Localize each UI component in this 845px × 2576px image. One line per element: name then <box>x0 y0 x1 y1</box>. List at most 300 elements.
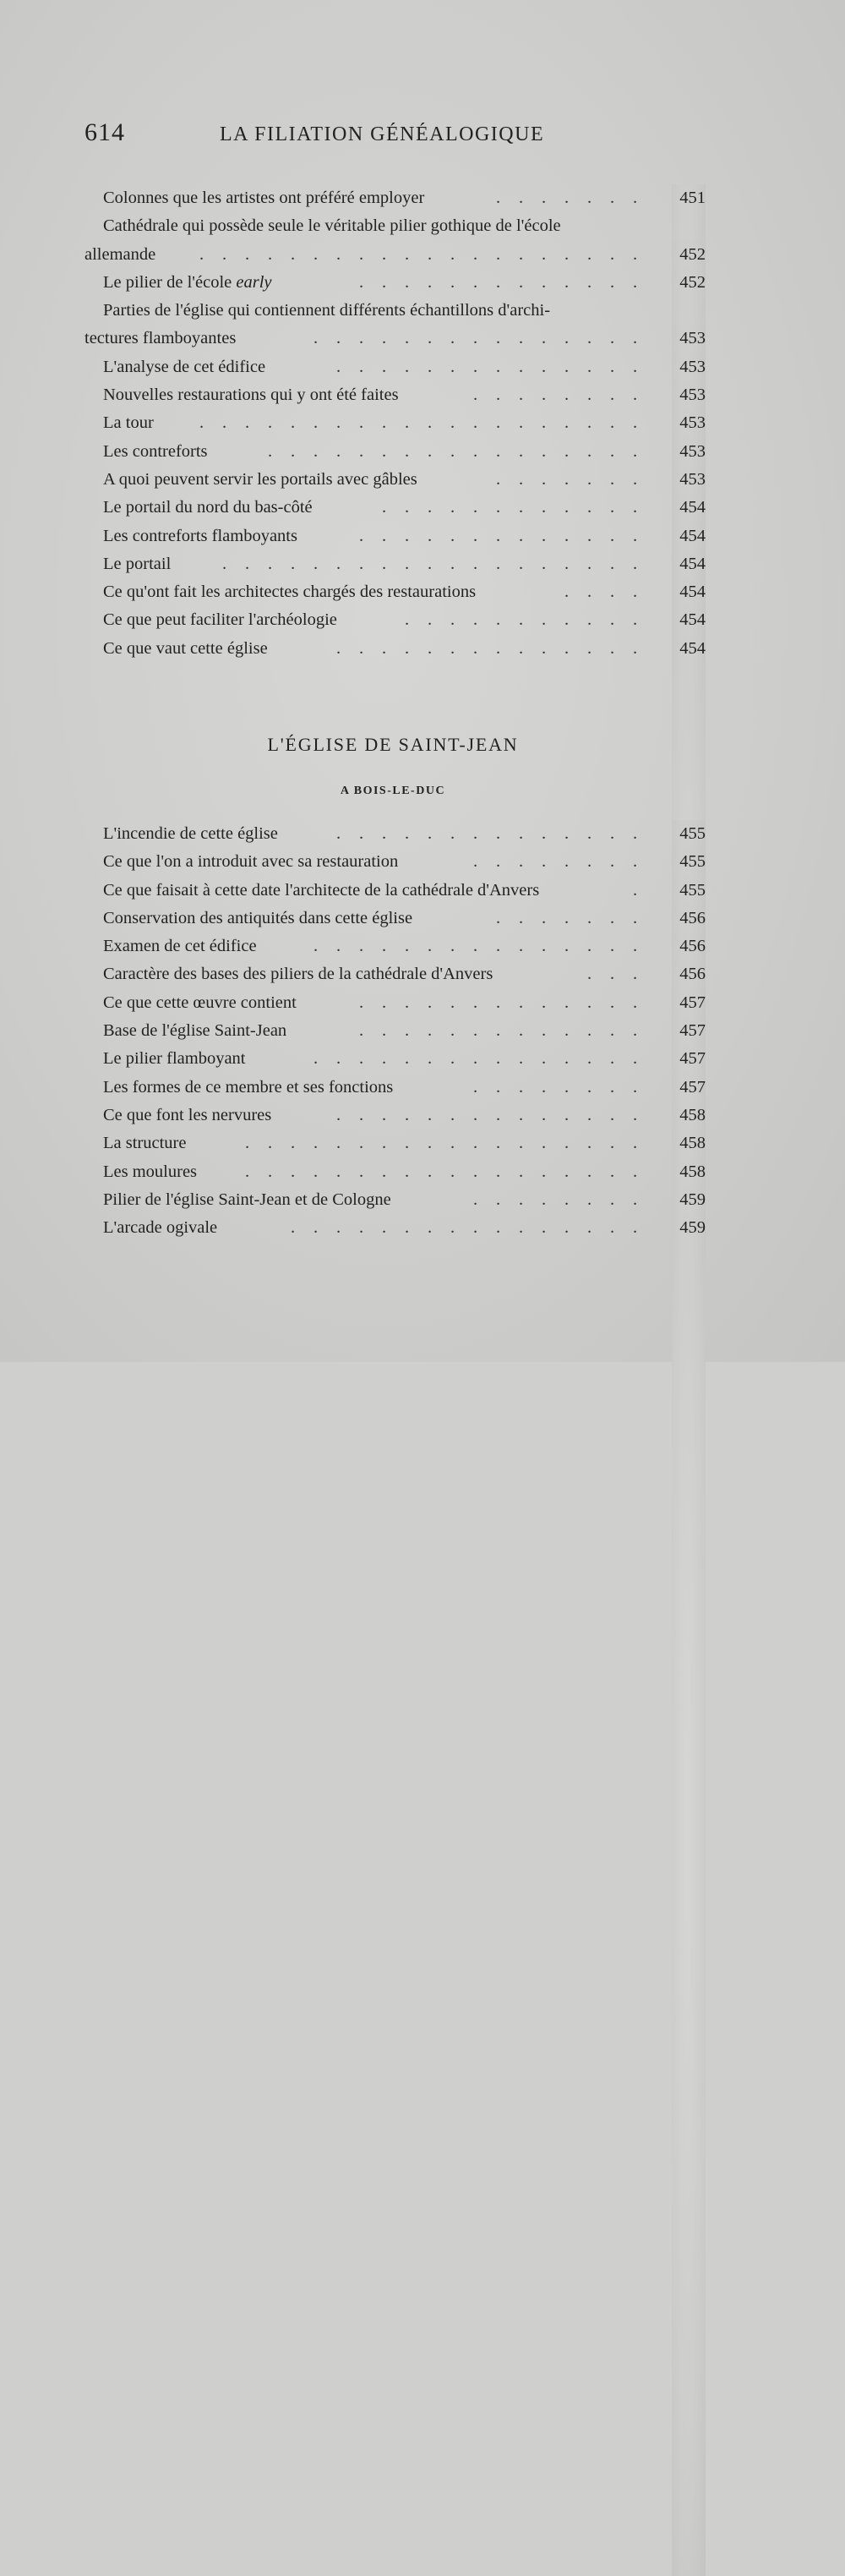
leader-dot: . <box>450 329 455 348</box>
leader-dot: . <box>609 1162 615 1181</box>
leader-dot: . <box>472 244 478 264</box>
toc-page-number: 459 <box>672 1214 706 2576</box>
leader-dot: . <box>586 386 592 405</box>
leader-dot: . <box>632 1021 638 1041</box>
toc-page-number: 457 <box>672 989 706 2351</box>
toc-entry <box>84 297 706 353</box>
leader-dot: . <box>381 357 387 376</box>
toc-entry-text <box>103 635 268 663</box>
leader-dot: . <box>632 189 638 207</box>
leader-dot: . <box>427 1105 433 1124</box>
leader-dot: . <box>450 413 455 433</box>
leader-dot: . <box>381 937 387 956</box>
leader-dot: . <box>632 582 638 602</box>
leader-dot: . <box>381 1134 387 1153</box>
leader-dot: . <box>472 1190 478 1209</box>
leader-dot: . <box>335 1049 341 1069</box>
toc-entry <box>84 1102 706 1129</box>
dot-leader <box>190 241 646 269</box>
leader-dot: . <box>609 357 615 376</box>
leader-dot: . <box>244 413 250 433</box>
dot-leader <box>555 578 646 606</box>
dot-leader <box>464 381 646 409</box>
leader-dot: . <box>586 441 592 461</box>
leader-dot: . <box>450 1049 455 1069</box>
toc-page-number: 453 <box>672 353 706 1715</box>
leader-dot: . <box>404 554 410 573</box>
toc-entry-text <box>103 1045 246 1073</box>
leader-dot: . <box>564 582 570 602</box>
leader-dot: . <box>609 638 615 658</box>
toc-page-number: 456 <box>672 933 706 2294</box>
leader-dot: . <box>518 993 524 1012</box>
leader-dot: . <box>541 638 547 658</box>
toc-page-number: 457 <box>672 1045 706 2407</box>
dot-leader <box>624 877 646 905</box>
leader-dot: . <box>427 272 433 292</box>
leader-dot: . <box>358 993 364 1012</box>
leader-dot: . <box>267 441 273 461</box>
leader-dot: . <box>335 413 341 433</box>
dot-leader <box>487 466 646 494</box>
toc-entry-text <box>103 1158 197 1186</box>
leader-dot: . <box>290 244 296 264</box>
leader-dot: . <box>267 1162 273 1181</box>
leader-dot: . <box>632 1049 638 1069</box>
leader-dot: . <box>495 469 501 489</box>
leader-dot: . <box>632 469 638 489</box>
toc-entry <box>84 1158 706 1186</box>
toc-entry-label: Les formes de ce membre et ses fonctions <box>103 1077 394 1097</box>
toc-entry-text <box>103 1214 217 1242</box>
toc-entry-label: Ce que l'on a introduit avec sa restauration <box>103 852 399 872</box>
leader-dot: . <box>335 1162 341 1181</box>
leader-dot: . <box>495 908 501 927</box>
leader-dot: . <box>335 1218 341 1238</box>
leader-dot: . <box>541 329 547 348</box>
leader-dot: . <box>518 638 524 658</box>
leader-dot: . <box>450 638 455 658</box>
leader-dot: . <box>404 413 410 433</box>
leader-dot: . <box>609 824 615 843</box>
leader-dot: . <box>472 554 478 573</box>
leader-dot: . <box>381 441 387 461</box>
leader-dot: . <box>450 272 455 292</box>
toc-entry-label: La tour <box>103 413 154 433</box>
leader-dot: . <box>358 937 364 956</box>
leader-dot: . <box>586 610 592 630</box>
leader-dot: . <box>313 441 319 461</box>
toc-entry-label: La structure <box>103 1134 187 1153</box>
toc-entry-text <box>103 820 278 848</box>
toc-entry-text <box>103 466 417 494</box>
leader-dot: . <box>313 1134 319 1153</box>
leader-dot: . <box>495 1218 501 1238</box>
toc-page-number: 452 <box>672 269 706 1631</box>
leader-dot: . <box>404 272 410 292</box>
leader-dot: . <box>541 272 547 292</box>
toc-entry-label: Examen de cet édifice <box>103 937 257 956</box>
leader-dot: . <box>472 1105 478 1124</box>
leader-dot: . <box>495 498 501 517</box>
leader-dot: . <box>586 526 592 545</box>
leader-dot: . <box>518 469 524 489</box>
leader-dot: . <box>313 554 319 573</box>
toc-entry <box>84 1074 706 1102</box>
leader-dot: . <box>427 993 433 1012</box>
leader-dot: . <box>358 1134 364 1153</box>
leader-dot: . <box>450 937 455 956</box>
leader-dot: . <box>313 413 319 433</box>
leader-dot: . <box>632 526 638 545</box>
leader-dot: . <box>472 610 478 630</box>
toc-entry-label: Ce que font les nervures <box>103 1105 272 1124</box>
leader-dot: . <box>472 993 478 1012</box>
leader-dot: . <box>632 908 638 927</box>
dot-leader <box>304 933 646 960</box>
leader-dot: . <box>472 638 478 658</box>
leader-dot: . <box>427 824 433 843</box>
leader-dot: . <box>381 1021 387 1041</box>
leader-dot: . <box>404 610 410 630</box>
leader-dot: . <box>472 441 478 461</box>
toc-entry-label: Ce que faisait à cette date l'architecte de la cathédrale d'Anvers <box>103 880 540 900</box>
leader-dot: . <box>381 1049 387 1069</box>
leader-dot: . <box>518 413 524 433</box>
leader-dot: . <box>609 1105 615 1124</box>
toc-entry-text <box>103 522 297 550</box>
toc-entry <box>84 960 706 988</box>
leader-dot: . <box>381 526 387 545</box>
leader-dot: . <box>518 1049 524 1069</box>
toc-entry <box>84 466 706 494</box>
toc-entry-text-continued: allemande <box>84 244 156 264</box>
leader-dot: . <box>335 638 341 658</box>
leader-dot: . <box>632 413 638 433</box>
leader-dot: . <box>518 189 524 207</box>
toc-entry-text <box>103 409 154 437</box>
leader-dot: . <box>450 498 455 517</box>
leader-dot: . <box>335 441 341 461</box>
toc-entry-label: L'analyse de cet édifice <box>103 357 266 376</box>
dot-leader <box>190 409 646 437</box>
leader-dot: . <box>358 244 364 264</box>
leader-dot: . <box>472 1077 478 1097</box>
leader-dot: . <box>609 498 615 517</box>
leader-dot: . <box>586 937 592 956</box>
toc-entry <box>84 606 706 634</box>
toc-entry-text <box>103 848 398 876</box>
leader-dot: . <box>495 526 501 545</box>
leader-dot: . <box>518 1190 524 1209</box>
leader-dot: . <box>586 554 592 573</box>
leader-dot: . <box>632 993 638 1012</box>
leader-dot: . <box>404 1162 410 1181</box>
leader-dot: . <box>632 244 638 264</box>
leader-dot: . <box>564 852 570 872</box>
leader-dot: . <box>518 852 524 872</box>
leader-dot: . <box>541 937 547 956</box>
toc-page-number: 457 <box>672 1017 706 2379</box>
toc-entry <box>84 578 706 606</box>
toc-entry <box>84 1129 706 1157</box>
leader-dot: . <box>564 824 570 843</box>
leader-dot: . <box>358 413 364 433</box>
leader-dot: . <box>313 1218 319 1238</box>
toc-entry-label: Ce que cette œuvre contient <box>103 993 297 1012</box>
leader-dot: . <box>290 1218 296 1238</box>
toc-entry-text <box>103 989 297 1017</box>
leader-dot: . <box>404 329 410 348</box>
leader-dot: . <box>427 1134 433 1153</box>
toc-entry <box>84 550 706 578</box>
leader-dot: . <box>267 554 273 573</box>
leader-dot: . <box>381 329 387 348</box>
leader-dot: . <box>290 1134 296 1153</box>
leader-dot: . <box>495 272 501 292</box>
leader-dot: . <box>609 1134 615 1153</box>
toc-page-number: 458 <box>672 1158 706 2520</box>
toc-entry-italic: early <box>236 272 272 292</box>
leader-dot: . <box>632 937 638 956</box>
leader-dot: . <box>518 1162 524 1181</box>
toc-entry-label: Ce qu'ont fait les architectes chargés des restaurations <box>103 582 477 602</box>
leader-dot: . <box>404 1021 410 1041</box>
running-title: LA FILIATION GÉNÉALOGIQUE <box>220 123 545 145</box>
toc-entry <box>84 933 706 960</box>
leader-dot: . <box>404 1049 410 1069</box>
leader-dot: . <box>313 1049 319 1069</box>
leader-dot: . <box>427 1049 433 1069</box>
leader-dot: . <box>472 526 478 545</box>
leader-dot: . <box>495 1190 501 1209</box>
dot-leader <box>373 494 646 522</box>
leader-dot: . <box>586 413 592 433</box>
leader-dot: . <box>518 1105 524 1124</box>
leader-dot: . <box>632 357 638 376</box>
leader-dot: . <box>632 272 638 292</box>
leader-dot: . <box>609 852 615 872</box>
leader-dot: . <box>564 413 570 433</box>
leader-dot: . <box>586 1077 592 1097</box>
leader-dot: . <box>564 937 570 956</box>
leader-dot: . <box>495 993 501 1012</box>
toc-entry-text <box>103 381 399 409</box>
leader-dot: . <box>404 993 410 1012</box>
leader-dot: . <box>358 1105 364 1124</box>
leader-dot: . <box>472 824 478 843</box>
leader-dot: . <box>244 1162 250 1181</box>
leader-dot: . <box>586 329 592 348</box>
leader-dot: . <box>472 1162 478 1181</box>
leader-dot: . <box>518 937 524 956</box>
toc-entry <box>84 1045 706 1073</box>
leader-dot: . <box>564 526 570 545</box>
leader-dot: . <box>632 498 638 517</box>
leader-dot: . <box>609 937 615 956</box>
toc-entry-text <box>103 1129 186 1157</box>
leader-dot: . <box>632 554 638 573</box>
leader-dot: . <box>381 1218 387 1238</box>
leader-dot: . <box>632 852 638 872</box>
leader-dot: . <box>450 1134 455 1153</box>
toc-entry <box>84 635 706 663</box>
toc-page-number: 456 <box>672 960 706 2322</box>
leader-dot: . <box>564 441 570 461</box>
toc-entry-label: Colonnes que les artistes ont préféré employer <box>103 189 425 207</box>
leader-dot: . <box>358 554 364 573</box>
toc-entry-text <box>103 578 476 606</box>
toc-entry <box>84 381 706 409</box>
dot-leader <box>327 353 646 381</box>
leader-dot: . <box>450 441 455 461</box>
leader-dot: . <box>290 1162 296 1181</box>
leader-dot: . <box>495 824 501 843</box>
dot-leader <box>578 960 646 988</box>
leader-dot: . <box>404 1218 410 1238</box>
leader-dot: . <box>495 1077 501 1097</box>
toc-entry-text: Cathédrale qui possède seule le véritable pilier gothique de l'école <box>103 216 561 236</box>
leader-dot: . <box>518 498 524 517</box>
dot-leader <box>350 1017 646 1045</box>
leader-dot: . <box>564 1162 570 1181</box>
toc-entry <box>84 905 706 933</box>
leader-dot: . <box>495 1134 501 1153</box>
leader-dot: . <box>450 993 455 1012</box>
leader-dot: . <box>450 554 455 573</box>
leader-dot: . <box>244 1134 250 1153</box>
leader-dot: . <box>518 244 524 264</box>
dot-leader <box>213 550 646 578</box>
leader-dot: . <box>586 1049 592 1069</box>
dot-leader <box>327 820 646 848</box>
toc-entry <box>84 212 706 269</box>
toc-entry-label: A quoi peuvent servir les portails avec gâbles <box>103 469 417 489</box>
leader-dot: . <box>541 1021 547 1041</box>
dot-leader <box>236 1129 646 1157</box>
toc-page-number: 453 <box>672 325 706 1687</box>
page-number: 614 <box>84 118 125 146</box>
leader-dot: . <box>518 329 524 348</box>
leader-dot: . <box>358 329 364 348</box>
leader-dot: . <box>244 244 250 264</box>
toc-entry-label: Le portail du nord du bas-côté <box>103 498 313 517</box>
leader-dot: . <box>586 638 592 658</box>
toc-entry-text <box>103 550 171 578</box>
toc-entry-label: L'arcade ogivale <box>103 1218 218 1238</box>
leader-dot: . <box>586 993 592 1012</box>
leader-dot: . <box>381 554 387 573</box>
leader-dot: . <box>586 965 592 984</box>
leader-dot: . <box>290 554 296 573</box>
leader-dot: . <box>564 908 570 927</box>
toc-entry-text-continued: tectures flamboyantes <box>84 329 237 348</box>
leader-dot: . <box>381 1162 387 1181</box>
leader-dot: . <box>472 937 478 956</box>
section-title: L'ÉGLISE DE SAINT-JEAN <box>267 734 519 755</box>
toc-entry-label: Pilier de l'église Saint-Jean et de Cologne <box>103 1190 391 1209</box>
leader-dot: . <box>632 1162 638 1181</box>
leader-dot: . <box>541 824 547 843</box>
leader-dot: . <box>564 1190 570 1209</box>
leader-dot: . <box>495 937 501 956</box>
leader-dot: . <box>450 1218 455 1238</box>
leader-dot: . <box>586 824 592 843</box>
leader-dot: . <box>541 610 547 630</box>
leader-dot: . <box>541 244 547 264</box>
leader-dot: . <box>495 1049 501 1069</box>
toc-page-number: 454 <box>672 550 706 1912</box>
leader-dot: . <box>472 1134 478 1153</box>
dot-leader <box>464 1074 646 1102</box>
leader-dot: . <box>586 1190 592 1209</box>
leader-dot: . <box>313 1162 319 1181</box>
leader-dot: . <box>495 1021 501 1041</box>
leader-dot: . <box>632 1218 638 1238</box>
leader-dot: . <box>495 329 501 348</box>
table-of-contents-part-1 <box>84 184 706 663</box>
leader-dot: . <box>358 1049 364 1069</box>
leader-dot: . <box>518 554 524 573</box>
leader-dot: . <box>564 189 570 207</box>
leader-dot: . <box>381 824 387 843</box>
leader-dot: . <box>632 638 638 658</box>
toc-entry-text: Parties de l'église qui contiennent différents échantillons d'archi- <box>103 301 551 320</box>
toc-entry-label: Le pilier flamboyant <box>103 1049 246 1069</box>
leader-dot: . <box>427 329 433 348</box>
toc-entry-text <box>103 1017 286 1045</box>
toc-entry-label: Caractère des bases des piliers de la cathédrale d'Anvers <box>103 965 493 984</box>
leader-dot: . <box>381 244 387 264</box>
toc-entry <box>84 820 706 848</box>
leader-dot: . <box>586 272 592 292</box>
toc-entry-text <box>103 494 313 522</box>
leader-dot: . <box>472 329 478 348</box>
leader-dot: . <box>632 1105 638 1124</box>
leader-dot: . <box>541 1077 547 1097</box>
toc-entry-text <box>103 960 493 988</box>
leader-dot: . <box>518 272 524 292</box>
leader-dot: . <box>609 582 615 602</box>
leader-dot: . <box>518 357 524 376</box>
leader-dot: . <box>495 386 501 405</box>
leader-dot: . <box>564 1105 570 1124</box>
leader-dot: . <box>472 272 478 292</box>
toc-entry <box>84 1214 706 1242</box>
leader-dot: . <box>586 1021 592 1041</box>
leader-dot: . <box>632 1190 638 1209</box>
leader-dot: . <box>518 441 524 461</box>
leader-dot: . <box>609 993 615 1012</box>
leader-dot: . <box>427 554 433 573</box>
leader-dot: . <box>427 441 433 461</box>
toc-entry <box>84 848 706 876</box>
leader-dot: . <box>427 1218 433 1238</box>
leader-dot: . <box>518 1021 524 1041</box>
leader-dot: . <box>335 357 341 376</box>
leader-dot: . <box>609 244 615 264</box>
leader-dot: . <box>495 1105 501 1124</box>
leader-dot: . <box>632 880 638 900</box>
leader-dot: . <box>358 1021 364 1041</box>
leader-dot: . <box>450 1105 455 1124</box>
leader-dot: . <box>290 413 296 433</box>
dot-leader <box>464 1186 646 1214</box>
dot-leader <box>327 1102 646 1129</box>
leader-dot: . <box>450 1162 455 1181</box>
leader-dot: . <box>358 441 364 461</box>
leader-dot: . <box>404 526 410 545</box>
